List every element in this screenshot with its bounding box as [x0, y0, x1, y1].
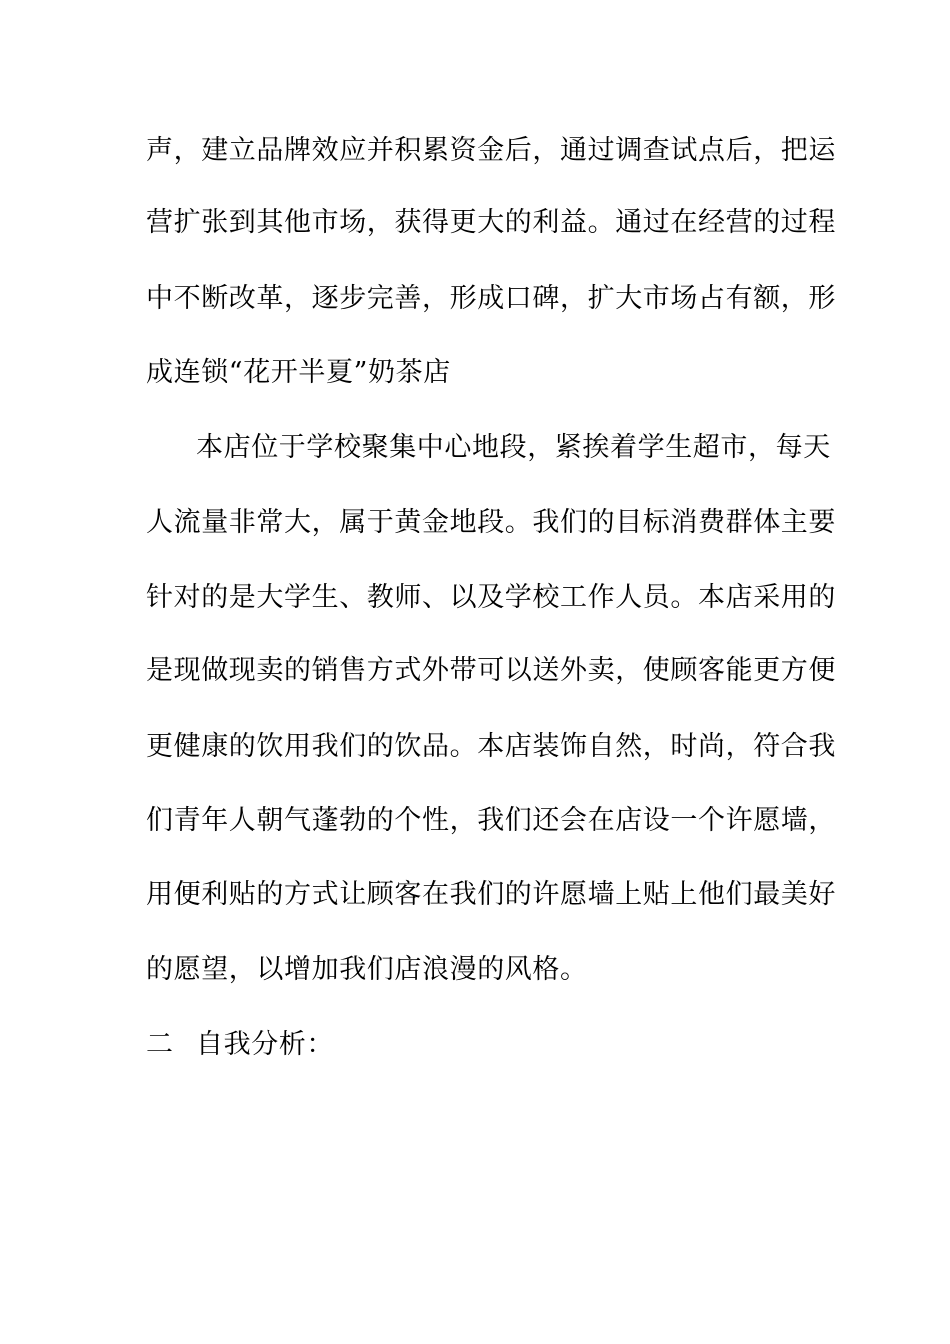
paragraph-2-line-1: 本店位于学校聚集中心地段，紧挨着学生超市，每天 [196, 432, 831, 463]
paragraph-2-line-7: 用便利贴的方式让顾客在我们的许愿墙上贴上他们最美好 [146, 879, 836, 910]
paragraph-1-line-2: 营扩张到其他市场，获得更大的利益。通过在经营的过程 [146, 207, 836, 238]
paragraph-2-line-6: 们青年人朝气蓬勃的个性，我们还会在店设一个许愿墙， [146, 805, 836, 836]
section-heading-title: 自我分析： [196, 1029, 334, 1060]
paragraph-2-line-4: 是现做现卖的销售方式外带可以送外卖，使顾客能更方便 [146, 655, 836, 686]
paragraph-2-line-2: 人流量非常大，属于黄金地段。我们的目标消费群体主要 [146, 507, 836, 538]
paragraph-2-line-8: 的愿望，以增加我们店浪漫的风格。 [146, 954, 588, 985]
paragraph-2-line-5: 更健康的饮用我们的饮品。本店装饰自然，时尚，符合我 [146, 731, 836, 762]
section-heading-number: 二 [146, 1029, 173, 1060]
paragraph-2-line-3: 针对的是大学生、教师、以及学校工作人员。本店采用的 [146, 582, 836, 613]
paragraph-1-line-3: 中不断改革，逐步完善，形成口碑，扩大市场占有额，形 [146, 283, 836, 314]
paragraph-1-line-1: 声，建立品牌效应并积累资金后，通过调查试点后，把运 [146, 135, 836, 166]
paragraph-1-line-4: 成连锁“花开半夏”奶茶店 [146, 357, 451, 388]
